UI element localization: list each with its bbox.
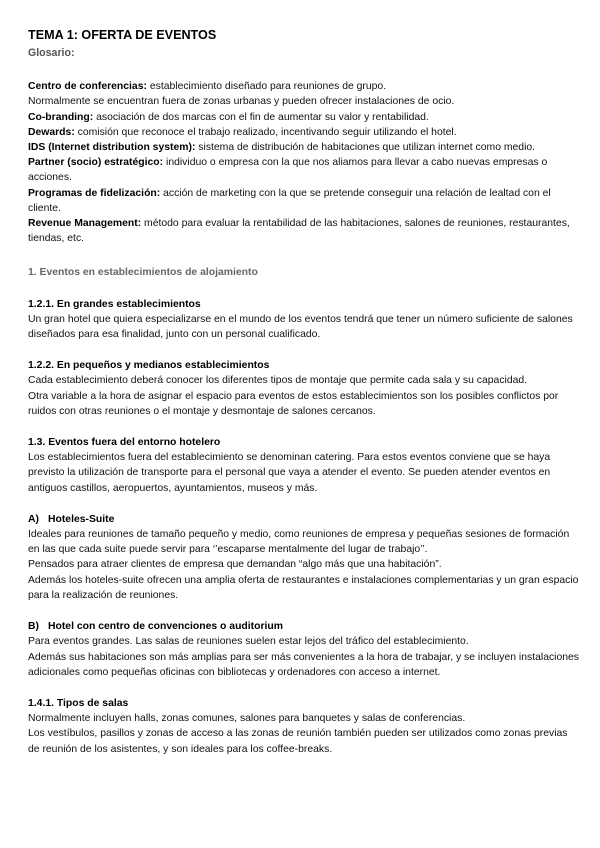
glossary-entry: Centro de conferencias: establecimiento diseñado para reuniones de grupo. xyxy=(28,81,387,93)
document-title: TEMA 1: OFERTA DE EVENTOS xyxy=(28,28,217,42)
heading-letter: B) xyxy=(28,621,39,633)
glossary-entry: Revenue Management: método para evaluar la rentabilidad de las habitaciones, salones de reuniones, restaurantes, tiendas, etc. xyxy=(28,218,570,245)
heading-text: Hoteles-Suite xyxy=(48,513,115,525)
section-heading: 1. Eventos en establecimientos de alojamiento xyxy=(28,267,258,279)
heading-text: Hotel con centro de convenciones o auditorium xyxy=(48,621,283,633)
paragraph: Pensados para atraer clientes de empresa que demandan “algo más que una habitación”. xyxy=(28,559,442,571)
glossary-entry: Normalmente se encuentran fuera de zonas urbanas y pueden ofrecer instalaciones de ocio. xyxy=(28,96,455,108)
section-a-hoteles-suite xyxy=(28,512,580,603)
paragraph: Un gran hotel que quiera especializarse en el mundo de los eventos tendrá que tener un número suficiente de salones diseñados para esa finalidad, junto con un personal cualificado. xyxy=(28,313,573,341)
glossary-entry: IDS (Internet distribution system): sistema de distribución de habitaciones que utilizan internet como medio. xyxy=(28,142,536,154)
glossary-entry: Programas de fidelización: acción de marketing con la que se pretende conseguir una relación de lealtad con el cliente. xyxy=(28,187,551,214)
paragraph: Normalmente incluyen halls, zonas comunes, salones para banquetes y salas de conferencias. xyxy=(28,713,466,725)
paragraph: Ideales para reuniones de tamaño pequeño y medio, como reuniones de empresa y pequeñas sesiones de formación en las que cada suite puede servir para ‘’escaparse mentalmente del lugar de trabajo’’. xyxy=(28,529,570,556)
paragraph: Para eventos grandes. Las salas de reuniones suelen estar lejos del tráfico del establecimiento. xyxy=(28,636,469,648)
subsection-heading: 1.3. Eventos fuera del entorno hotelero xyxy=(28,437,221,449)
paragraph: Además los hoteles-suite ofrecen una amplia oferta de restaurantes e instalaciones complementarias y un gran espacio para la realización de reuniones. xyxy=(28,574,579,601)
lettered-heading xyxy=(28,619,580,634)
glossary-entry: Co-branding: asociación de dos marcas con el fin de aumentar su valor y rentabilidad. xyxy=(28,111,429,123)
paragraph: Además sus habitaciones son más amplias para ser más convenientes a la hora de trabajar, y se incluyen instalaciones adicionales como pequeñas oficinas con bibliotecas y ordenadores con acceso a internet. xyxy=(28,651,580,678)
document-page xyxy=(28,27,580,757)
section-1-2-1 xyxy=(28,297,580,343)
glossary-entry: Dewards: comisión que reconoce el trabajo realizado, incentivando seguir utilizando el hotel. xyxy=(28,126,457,138)
paragraph: Cada establecimiento deberá conocer los diferentes tipos de montaje que permite cada sala y su capacidad. xyxy=(28,375,528,387)
paragraph: Otra variable a la hora de asignar el espacio para eventos de estos establecimientos son los posibles conflictos por ruidos con otras reuniones o el montaje y desmontaje de salones cercanos. xyxy=(28,390,559,417)
paragraph: Los vestíbulos, pasillos y zonas de acceso a las zonas de reunión también pueden ser utilizados como zonas previas de reunión de los asistentes, y son ideales para los coffee-breaks. xyxy=(28,728,568,755)
glossary-list xyxy=(28,79,580,246)
section-b-hotel-convenciones xyxy=(28,619,580,680)
heading-letter: A) xyxy=(28,513,39,525)
glossary-entry: Partner (socio) estratégico: individuo o empresa con la que nos aliamos para llevar a cabo nuevas empresas o acciones. xyxy=(28,157,548,184)
lettered-heading xyxy=(28,512,580,527)
section-1-4-1 xyxy=(28,696,580,757)
paragraph: Los establecimientos fuera del establecimiento se denominan catering. Para estos eventos conviene que se haya previsto la utilización de transporte para el personal que vaya a atender el evento. Se pueden atender eventos en antiguos castillos, aeropuertos, ayuntamientos, museos y más. xyxy=(28,452,551,494)
subsection-heading: 1.2.2. En pequeños y medianos establecimientos xyxy=(28,360,270,372)
section-1-2-2 xyxy=(28,358,580,419)
section-1-3 xyxy=(28,435,580,496)
glossary-label: Glosario: xyxy=(28,47,75,59)
subsection-heading: 1.2.1. En grandes establecimientos xyxy=(28,298,201,310)
subsection-heading: 1.4.1. Tipos de salas xyxy=(28,697,129,709)
